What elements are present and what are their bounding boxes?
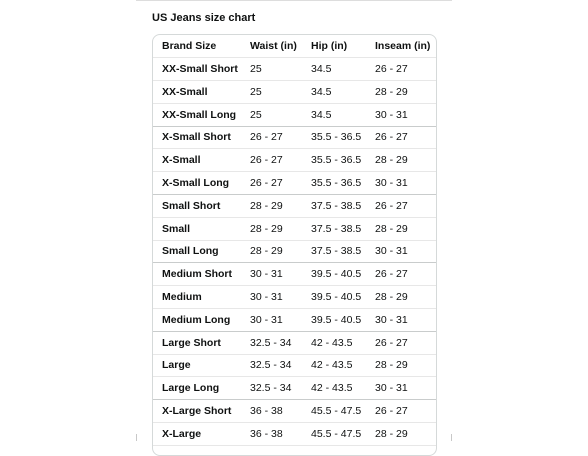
table-row [153,104,436,127]
cell-waist: 30 - 31 [250,313,283,326]
cell-inseam: 28 - 29 [375,154,408,167]
cell-inseam: 30 - 31 [375,177,408,189]
table-row [153,195,436,218]
cell-hip: 42 - 43.5 [311,336,353,349]
cell-inseam: 30 - 31 [375,108,408,121]
right-edge-mark [451,434,452,441]
cell-waist: 32.5 - 34 [250,336,292,349]
cell-size: X-Large Short [162,405,232,417]
table-row [153,354,436,377]
cell-waist: 30 - 31 [250,268,283,281]
table-row [153,263,436,286]
cell-size: X-Small Long [162,177,230,189]
cell-inseam: 26 - 27 [375,268,408,281]
table-row [153,172,436,195]
cell-waist: 36 - 38 [250,427,283,440]
table-header-row [153,35,436,58]
header-inseam: Inseam (in) [375,40,431,52]
cell-size: Small Long [162,245,219,258]
cell-waist: 25 [250,63,262,75]
cell-inseam: 28 - 29 [375,291,408,303]
table-row [153,149,436,172]
table-row [153,332,436,355]
cell-inseam: 30 - 31 [375,382,408,395]
table-row [153,377,436,400]
cell-size: Medium Short [162,268,232,281]
cell-hip: 34.5 [311,63,332,75]
cell-size: Large Short [162,336,221,349]
table-row [153,81,436,104]
cell-waist: 28 - 29 [250,222,283,235]
cell-inseam: 30 - 31 [375,313,408,326]
cell-waist: 26 - 27 [250,131,283,144]
cell-waist: 25 [250,85,262,98]
cell-waist: 28 - 29 [250,199,283,212]
cell-size: Large Long [162,382,220,395]
size-chart-title: US Jeans size chart [152,12,256,24]
cell-hip: 35.5 - 36.5 [311,177,362,189]
cell-hip: 34.5 [311,85,332,98]
header-hip: Hip (in) [311,40,348,52]
size-chart-table [152,34,437,456]
cell-hip: 45.5 - 47.5 [311,427,362,440]
cell-hip: 42 - 43.5 [311,382,353,395]
cell-hip: 39.5 - 40.5 [311,291,362,303]
cell-size: Medium [162,291,202,303]
cell-waist: 32.5 - 34 [250,359,292,372]
cell-inseam: 28 - 29 [375,359,408,372]
cell-hip: 34.5 [311,108,332,121]
cell-hip: 35.5 - 36.5 [311,131,362,144]
cell-hip: 45.5 - 47.5 [311,405,362,417]
table-row [153,240,436,263]
cell-size: Large [162,359,191,372]
cell-inseam: 26 - 27 [375,131,408,144]
table-row [153,309,436,332]
cell-size: XX-Small Long [162,108,237,121]
cell-hip: 37.5 - 38.5 [311,222,362,235]
left-edge-mark [136,434,137,441]
cell-size: X-Large [162,427,202,440]
table-row [153,400,436,423]
cell-hip: 39.5 - 40.5 [311,268,362,281]
cell-inseam: 28 - 29 [375,427,408,440]
cell-size: XX-Small [162,85,208,98]
cell-inseam: 26 - 27 [375,336,408,349]
cell-inseam: 26 - 27 [375,405,408,417]
cell-hip: 35.5 - 36.5 [311,154,362,167]
cell-waist: 26 - 27 [250,177,283,189]
cell-size: XX-Small Short [162,63,238,75]
top-divider [136,0,452,1]
cell-hip: 37.5 - 38.5 [311,245,362,258]
cell-waist: 30 - 31 [250,291,283,303]
cell-inseam: 30 - 31 [375,245,408,258]
cell-waist: 32.5 - 34 [250,382,292,395]
header-waist: Waist (in) [250,40,297,52]
cell-waist: 36 - 38 [250,405,283,417]
cell-waist: 25 [250,108,262,121]
table-row [153,126,436,149]
cell-size: X-Small [162,154,201,167]
cell-size: Medium Long [162,313,231,326]
cell-waist: 26 - 27 [250,154,283,167]
cell-size: Small Short [162,199,221,212]
cell-hip: 37.5 - 38.5 [311,199,362,212]
cell-size: Small [162,222,191,235]
cell-hip: 39.5 - 40.5 [311,313,362,326]
cell-inseam: 26 - 27 [375,199,408,212]
table-row [153,423,436,446]
header-brand-size: Brand Size [162,40,217,52]
cell-inseam: 28 - 29 [375,222,408,235]
cell-size: X-Small Short [162,131,231,144]
table-row [153,218,436,241]
cell-waist: 28 - 29 [250,245,283,258]
cell-inseam: 28 - 29 [375,85,408,98]
table-row [153,58,436,81]
cell-inseam: 26 - 27 [375,63,408,75]
cell-hip: 42 - 43.5 [311,359,353,372]
table-row [153,286,436,309]
